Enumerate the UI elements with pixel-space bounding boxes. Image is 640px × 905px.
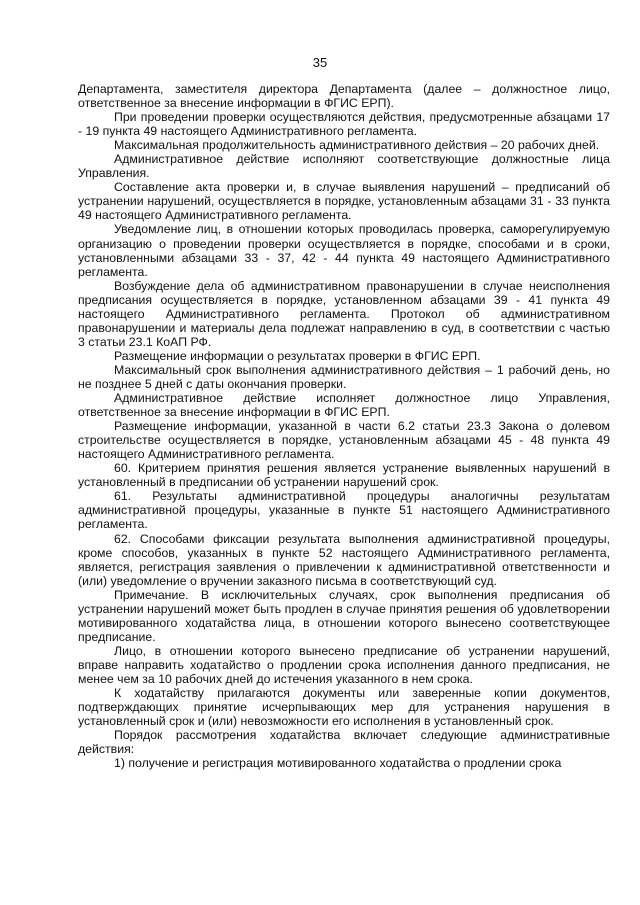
paragraph: Максимальный срок выполнения административного действия – 1 рабочий день, но не позднее 5 дней с даты окончания проверки. (78, 362, 610, 391)
paragraph: Лицо, в отношении которого вынесено предписание об устранении нарушений, вправе направить ходатайство о продлении срока исполнения данного предписания, не менее чем за 10 рабочих дней до истечения указанного в нем срока. (78, 643, 610, 686)
paragraph: Возбуждение дела об административном правонарушении в случае неисполнения предписания осуществляется в порядке, установленном абзацами 39 - 41 пункта 49 настоящего Административного регламента. Протокол об административном правонарушении и материалы дела подлежат направлению в суд, в соответствии с частью 3 статьи 23.1 КоАП РФ. (78, 278, 610, 349)
paragraph: Размещение информации о результатах проверки в ФГИС ЕРП. (114, 348, 481, 363)
paragraph: 61. Результаты административной процедуры аналогичны результатам административной процедуры, указанные в пункте 51 настоящего Административного регламента. (78, 489, 610, 532)
paragraph: К ходатайству прилагаются документы или заверенные копии документов, подтверждающих принятие исчерпывающих мер для устранения нарушения в установленный срок и (или) невозможности его исполнения в установленный срок. (78, 686, 610, 729)
paragraph: Размещение информации, указанной в части 6.2 статьи 23.3 Закона о долевом строительстве осуществляется в порядке, установленным абзацами 45 - 48 пункта 49 настоящего Административного регламента. (78, 419, 610, 462)
paragraph: 60. Критерием принятия решения является устранение выявленных нарушений в установленный в предписании об устранении нарушений срок. (78, 461, 610, 490)
document-body (78, 82, 610, 770)
paragraph: 62. Способами фиксации результата выполнения административной процедуры, кроме способов, указанных в пункте 52 настоящего Административного регламента, является, регистрация заявления о привлечении к административной ответственности и (или) уведомление о вручении заказного письма в соответствующий суд. (78, 531, 610, 588)
paragraph: Максимальная продолжительность административного действия – 20 рабочих дней. (114, 138, 600, 153)
paragraph: Порядок рассмотрения ходатайства включает следующие административные действия: (78, 728, 610, 757)
paragraph: Административное действие исполняют соответствующие должностные лица Управления. (78, 152, 610, 181)
paragraph: При проведении проверки осуществляются действия, предусмотренные абзацами 17 - 19 пункта 49 настоящего Административного регламента. (78, 110, 610, 139)
page-number: 35 (312, 55, 328, 70)
paragraph: 1) получение и регистрация мотивированного ходатайства о продлении срока (114, 756, 562, 771)
paragraph: Департамента, заместителя директора Департамента (далее – должностное лицо, ответственное за внесение информации в ФГИС ЕРП). (78, 82, 610, 111)
paragraph: Примечание. В исключительных случаях, срок выполнения предписания об устранении нарушений может быть продлен в случае принятия решения об удовлетворении мотивированного ходатайства лица, в отношении которого вынесено соответствующее предписание. (78, 587, 610, 644)
paragraph: Уведомление лиц, в отношении которых проводилась проверка, саморегулируемую организацию о проведении проверки осуществляется в порядке, способами и в сроки, установленными абзацами 33 - 37, 42 - 44 пункта 49 настоящего Административного регламента. (78, 222, 610, 279)
paragraph: Составление акта проверки и, в случае выявления нарушений – предписаний об устранении нарушений, осуществляется в порядке, установленным абзацами 31 - 33 пункта 49 настоящего Административного регламента. (78, 180, 610, 223)
paragraph: Административное действие исполняет должностное лицо Управления, ответственное за внесение информации в ФГИС ЕРП. (78, 391, 610, 420)
